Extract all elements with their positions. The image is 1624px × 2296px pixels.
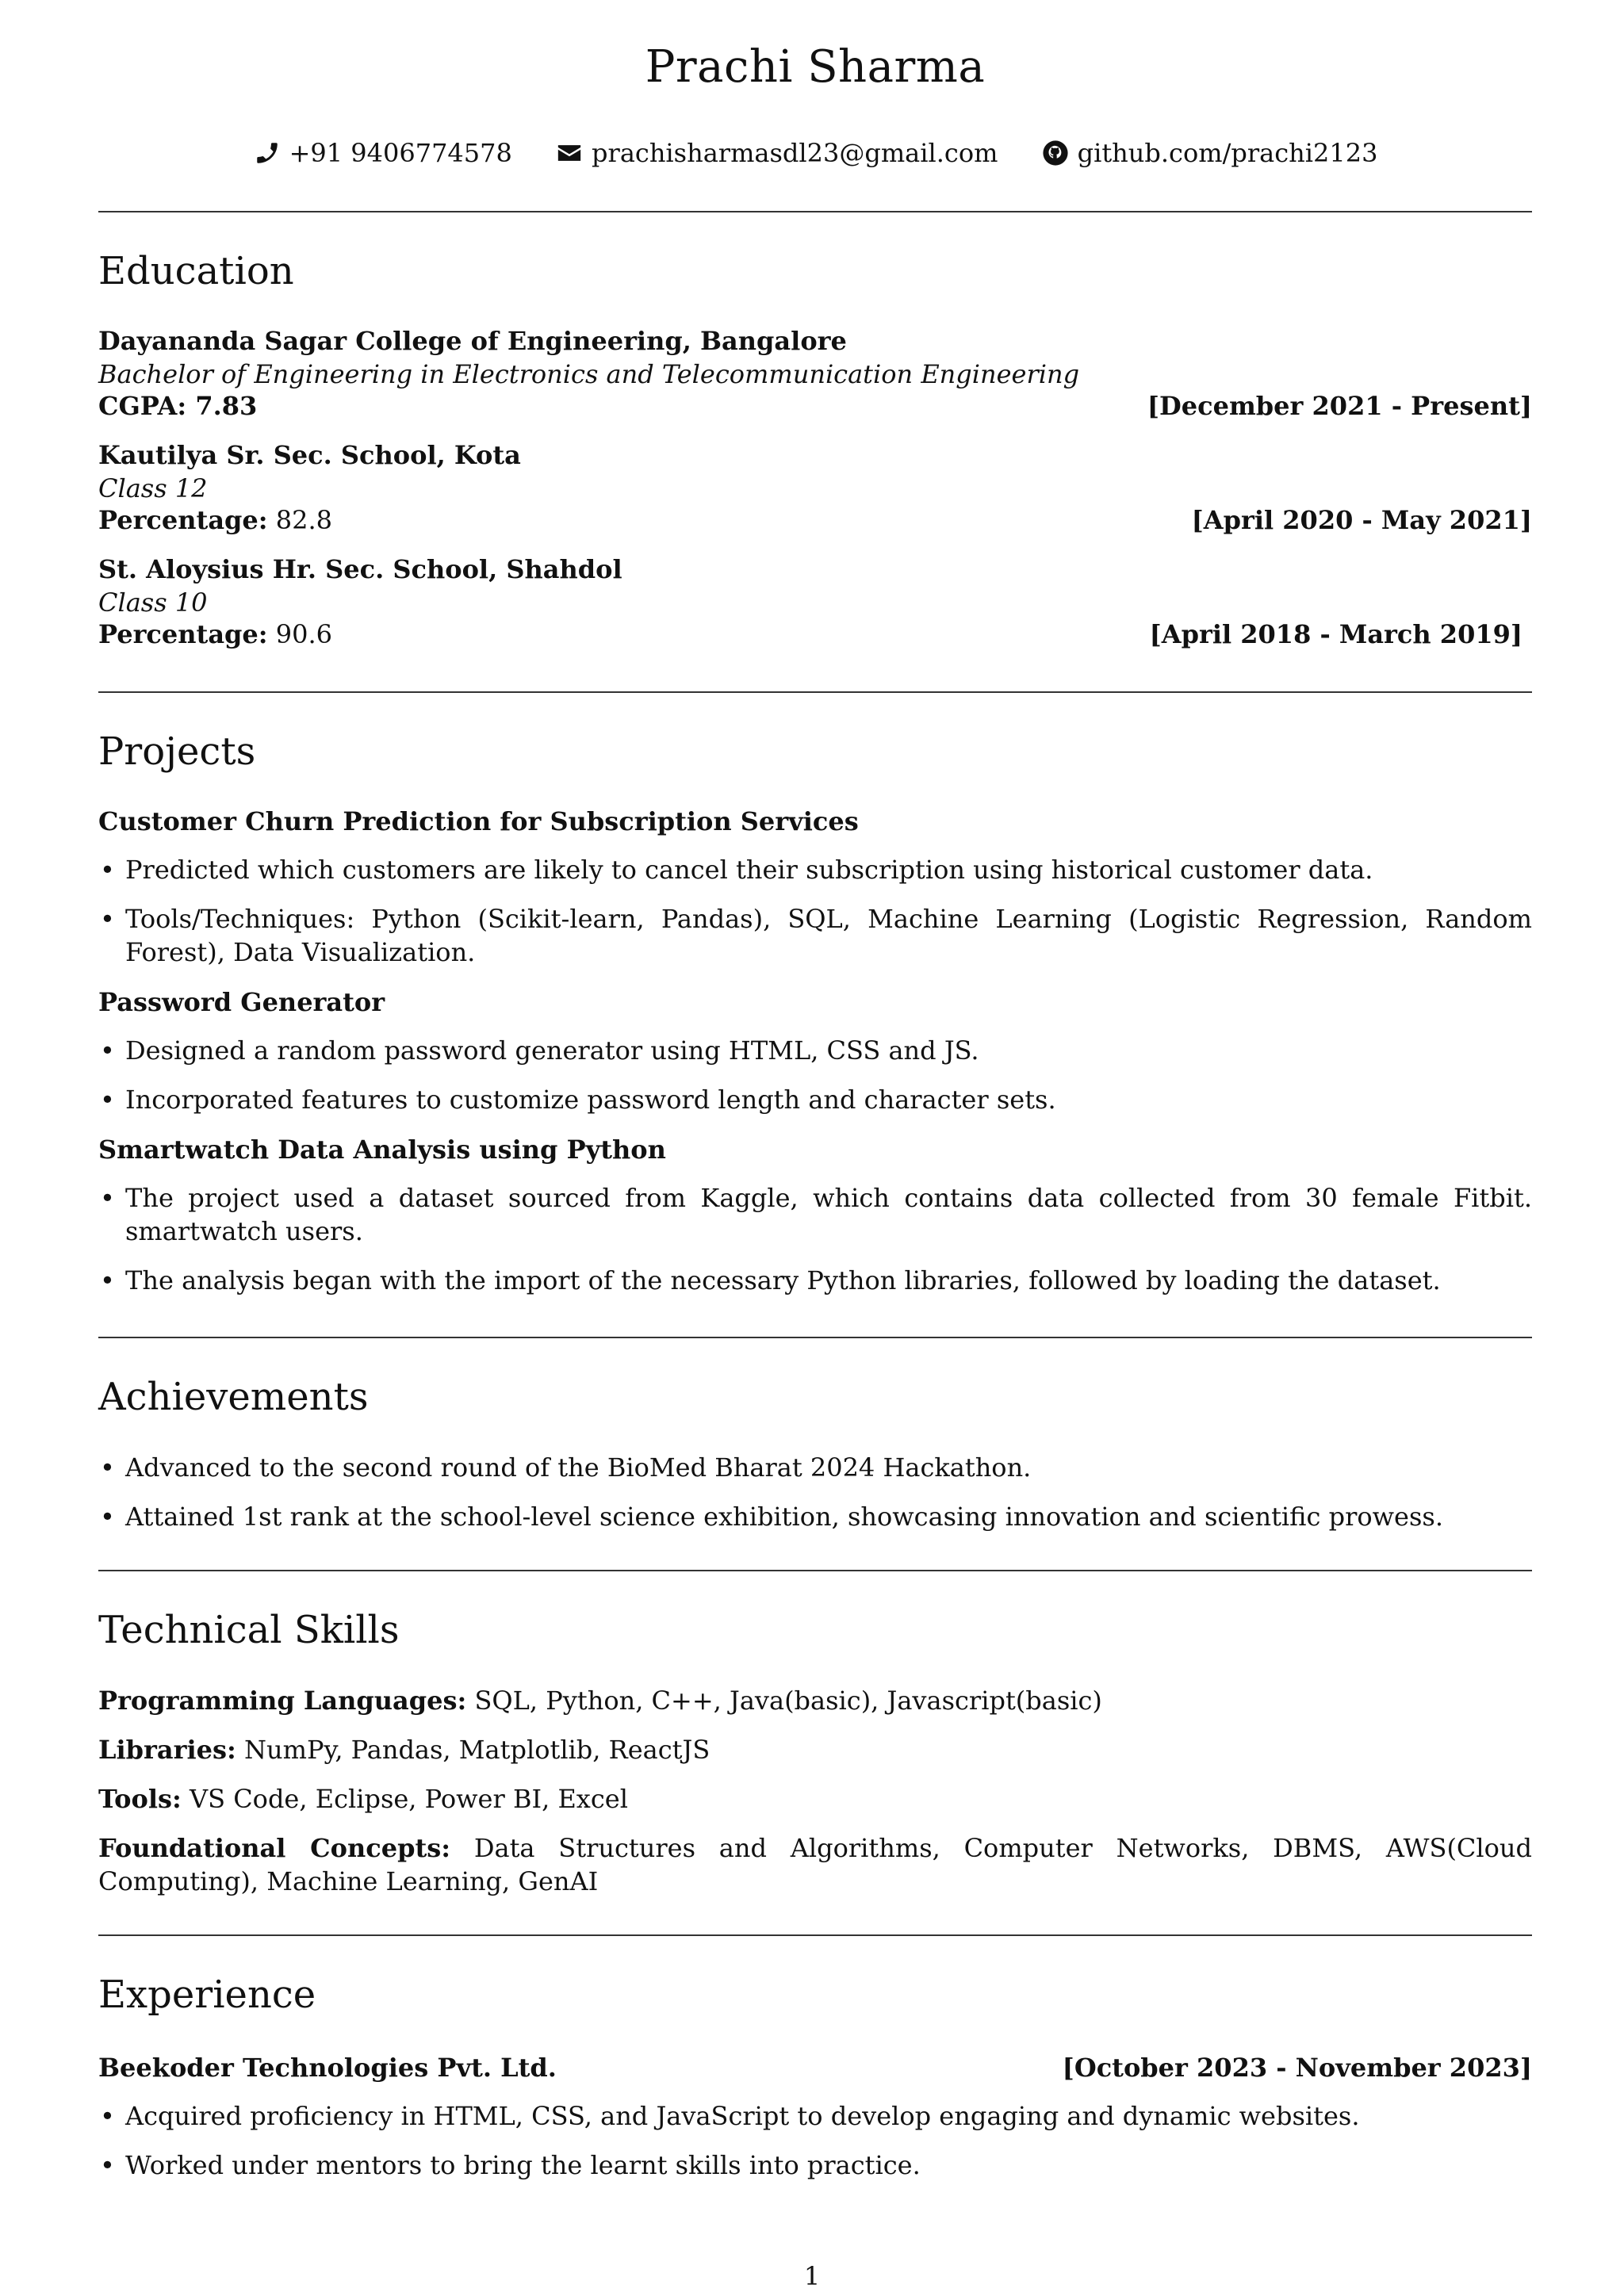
bullet-icon: • <box>100 1452 115 1483</box>
skill-value: NumPy, Pandas, Matplotlib, ReactJS <box>236 1735 710 1765</box>
education-institution: Kautilya Sr. Sec. School, Kota <box>98 440 521 470</box>
education-score-label: Percentage: <box>98 505 268 535</box>
list-item-text: Acquired proficiency in HTML, CSS, and JavaScript to develop engaging and dynamic websites. <box>125 2101 1360 2131</box>
list-item <box>98 1264 1532 1297</box>
list-item <box>98 1083 1532 1116</box>
bullet-icon: • <box>100 1183 115 1213</box>
education-degree: Bachelor of Engineering in Electronics and Telecommunication Engineering <box>98 359 1080 389</box>
bullet-icon: • <box>100 2150 115 2180</box>
section-title-education: Education <box>98 249 294 293</box>
bullet-icon: • <box>100 855 115 885</box>
education-score-row <box>98 504 1532 536</box>
list-item-text: Incorporated features to customize password length and character sets. <box>125 1085 1056 1115</box>
divider <box>98 211 1532 212</box>
divider <box>98 1934 1532 1936</box>
divider <box>98 691 1532 693</box>
bullet-icon: • <box>100 1502 115 1532</box>
bullet-icon: • <box>100 2101 115 2131</box>
list-item-text: The analysis began with the import of the necessary Python libraries, followed by loading the dataset. <box>125 1265 1441 1295</box>
experience-company: Beekoder Technologies Pvt. Ltd. <box>98 2053 557 2083</box>
project-name: Password Generator <box>98 987 385 1017</box>
education-dates: [April 2020 - May 2021] <box>1191 505 1532 535</box>
list-item <box>98 1451 1532 1484</box>
bullet-icon: • <box>100 1035 115 1066</box>
bullet-icon: • <box>100 1265 115 1295</box>
section-title-projects: Projects <box>98 729 256 774</box>
skill-label: Libraries: <box>98 1735 236 1765</box>
list-item <box>98 2149 1532 2182</box>
list-item <box>98 1181 1532 1248</box>
contact-line <box>98 138 1532 168</box>
page-number: 1 <box>803 2261 821 2291</box>
project-name: Customer Churn Prediction for Subscription Services <box>98 806 859 836</box>
education-degree: Class 10 <box>98 587 208 618</box>
section-title-skills: Technical Skills <box>98 1608 400 1652</box>
experience-dates: [October 2023 - November 2023] <box>1062 2053 1532 2083</box>
education-score-value: 90.6 <box>267 619 333 649</box>
education-degree: Class 12 <box>98 473 208 503</box>
skill-row <box>98 1684 1532 1717</box>
education-score-row <box>98 618 1532 650</box>
skill-value: VS Code, Eclipse, Power BI, Excel <box>181 1784 628 1814</box>
bullet-icon: • <box>100 904 115 934</box>
education-score-row <box>98 390 1532 422</box>
education-score: CGPA: 7.83 <box>98 391 258 421</box>
list-item-text: Predicted which customers are likely to cancel their subscription using historical customer data. <box>125 855 1373 885</box>
skill-label: Programming Languages: <box>98 1686 467 1716</box>
divider <box>98 1337 1532 1338</box>
list-item-text: Advanced to the second round of the BioMed Bharat 2024 Hackathon. <box>125 1452 1032 1483</box>
skill-label: Foundational Concepts: <box>98 1833 451 1863</box>
education-institution: St. Aloysius Hr. Sec. School, Shahdol <box>98 554 622 584</box>
skill-row <box>98 1733 1532 1766</box>
list-item <box>98 902 1532 969</box>
list-item-text: Tools/Techniques: Python (Scikit-learn, Pandas), SQL, Machine Learning (Logistic Regression, Random Forest), Data Visualization. <box>125 904 1532 967</box>
education-dates: [April 2018 - March 2019] <box>1149 619 1522 649</box>
list-item <box>98 1500 1532 1533</box>
skill-value: Data Structures and Algorithms, Computer Networks, DBMS, AWS(Cloud Computing), Machine Learning, GenAI <box>98 1833 1532 1896</box>
divider <box>98 1570 1532 1571</box>
phone-text: +91 9406774578 <box>289 138 512 168</box>
github-text: github.com/prachi2123 <box>1077 138 1378 168</box>
education-institution: Dayananda Sagar College of Engineering, Bangalore <box>98 326 847 356</box>
phone-icon <box>253 140 282 166</box>
candidate-name: Prachi Sharma <box>645 41 986 93</box>
education-score-value: 82.8 <box>267 505 333 535</box>
list-item <box>98 853 1532 886</box>
contact-email[interactable] <box>555 138 998 168</box>
list-item-text: Designed a random password generator using HTML, CSS and JS. <box>125 1035 979 1066</box>
envelope-icon <box>555 140 584 166</box>
education-dates: [December 2021 - Present] <box>1147 391 1532 421</box>
list-item <box>98 2099 1532 2133</box>
contact-phone[interactable] <box>253 138 512 168</box>
bullet-icon: • <box>100 1085 115 1115</box>
contact-github[interactable] <box>1041 138 1378 168</box>
section-title-experience: Experience <box>98 1973 316 2017</box>
list-item <box>98 1034 1532 1067</box>
education-score-label: Percentage: <box>98 619 268 649</box>
list-item-text: The project used a dataset sourced from Kaggle, which contains data collected from 30 female Fitbit. smartwatch users. <box>125 1183 1532 1246</box>
skill-row <box>98 1782 1532 1816</box>
list-item-text: Worked under mentors to bring the learnt skills into practice. <box>125 2150 921 2180</box>
skill-label: Tools: <box>98 1784 182 1814</box>
section-title-achievements: Achievements <box>98 1375 369 1419</box>
email-text: prachisharmasdl23@gmail.com <box>592 138 998 168</box>
skill-value: SQL, Python, C++, Java(basic), Javascript(basic) <box>466 1686 1102 1716</box>
skill-row <box>98 1831 1532 1898</box>
experience-header <box>98 2052 1532 2084</box>
project-name: Smartwatch Data Analysis using Python <box>98 1135 666 1165</box>
list-item-text: Attained 1st rank at the school-level science exhibition, showcasing innovation and scientific prowess. <box>125 1502 1443 1532</box>
github-icon <box>1041 140 1070 166</box>
